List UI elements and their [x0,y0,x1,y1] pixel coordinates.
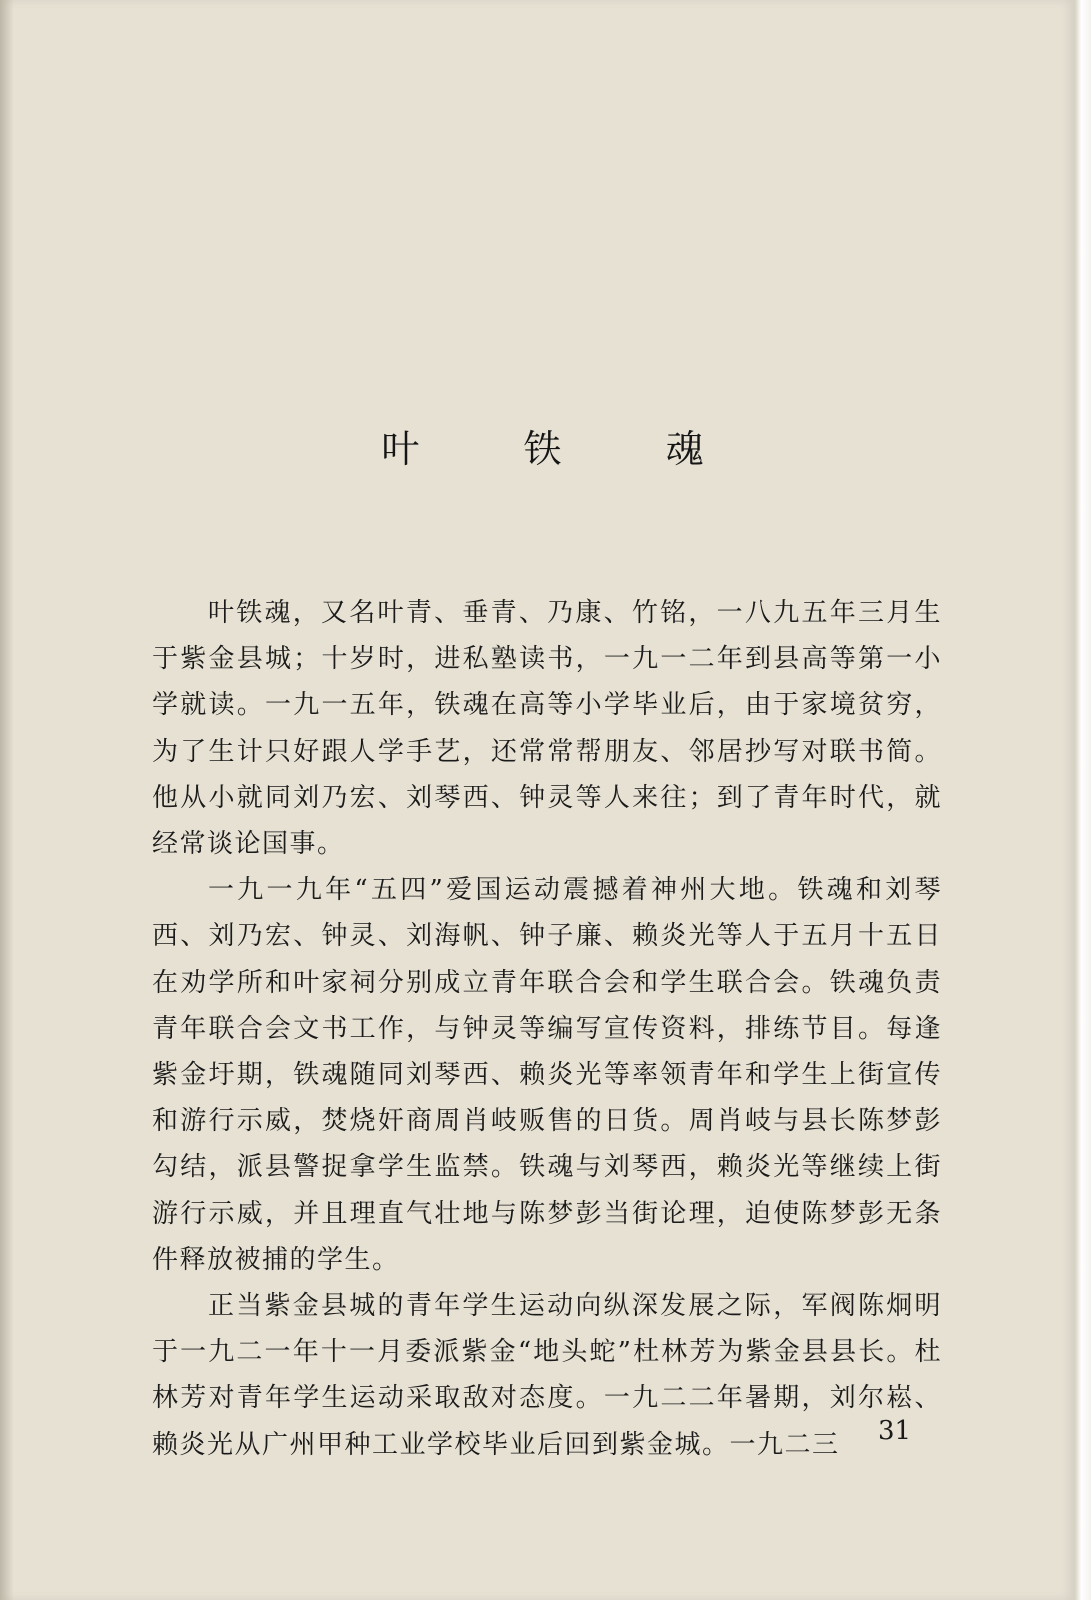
paragraph-3: 正当紫金县城的青年学生运动向纵深发展之际，军阀陈炯明于一九二一年十一月委派紫金“地头蛇”杜林芳为紫金县县长。杜林芳对青年学生运动采取敌对态度。一九二二年暑期，刘尔崧、赖炎光从广州甲种工业学校毕业后回到紫金城。一九二三 [152,1291,942,1460]
body-text [152,590,942,1468]
scan-edge-strip [1075,0,1091,1600]
page-title: 叶 铁 魂 [381,427,750,471]
paragraph-1: 叶铁魂，又名叶青、垂青、乃康、竹铭，一八九五年三月生于紫金县城；十岁时，进私塾读书，一九一二年到县高等第一小学就读。一九一五年，铁魂在高等小学毕业后，由于家境贫穷，为了生计只好跟人学手艺，还常常帮朋友、邻居抄写对联书简。他从小就同刘乃宏、刘琴西、钟灵等人来往；到了青年时代，就经常谈论国事。 [152,598,942,860]
page-gutter-shadow [0,0,14,1600]
page-number: 31 [878,1416,912,1446]
paragraph-2: 一九一九年“五四”爱国运动震撼着神州大地。铁魂和刘琴西、刘乃宏、钟灵、刘海帆、钟子廉、赖炎光等人于五月十五日在劝学所和叶家祠分别成立青年联合会和学生联合会。铁魂负责青年联合会文书工作，与钟灵等编写宣传资料，排练节目。每逢紫金圩期，铁魂随同刘琴西、赖炎光等率领青年和学生上街宣传和游行示威，焚烧奸商周肖岐贩售的日货。周肖岐与县长陈梦彭勾结，派县警捉拿学生监禁。铁魂与刘琴西，赖炎光等继续上街游行示威，并且理直气壮地与陈梦彭当街论理，迫使陈梦彭无条件释放被捕的学生。 [152,875,942,1275]
